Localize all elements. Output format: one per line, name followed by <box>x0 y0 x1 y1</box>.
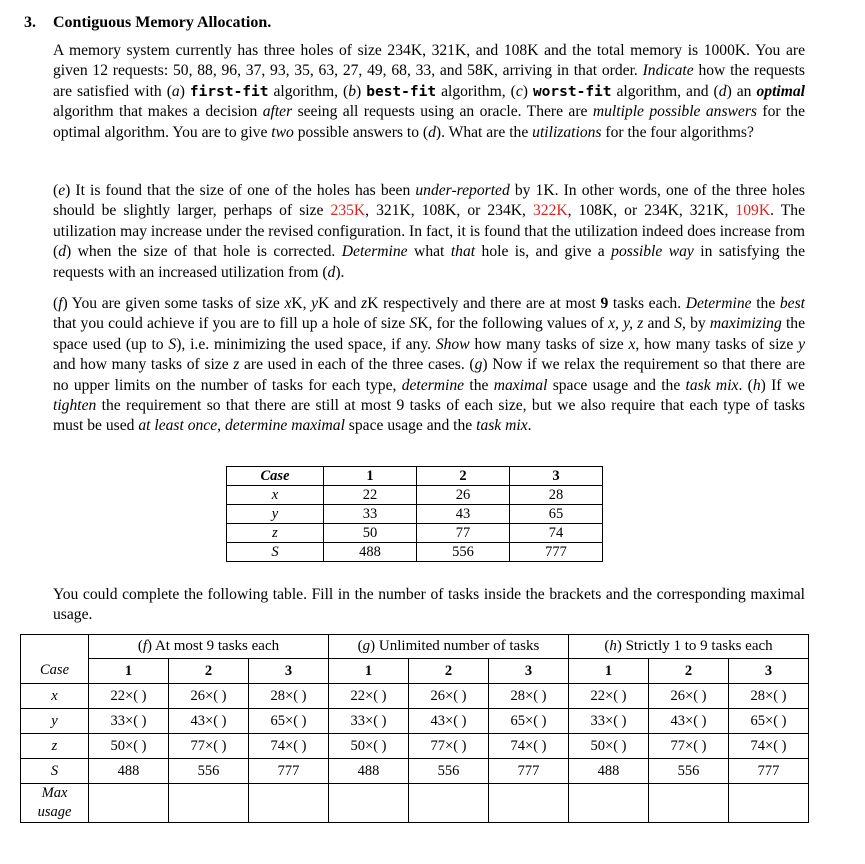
answer-cell: 777 <box>249 759 329 784</box>
answer-cell: 43×( ) <box>409 709 489 734</box>
max-usage-cell <box>489 784 569 823</box>
answer-cell: 22×( ) <box>329 684 409 709</box>
answer-cell: 77×( ) <box>169 734 249 759</box>
answer-cell: 77×( ) <box>649 734 729 759</box>
table-cell: 28 <box>510 486 603 505</box>
max-usage-cell <box>729 784 809 823</box>
answer-cell: 777 <box>489 759 569 784</box>
answer-cell: 28×( ) <box>729 684 809 709</box>
answer-cell: 74×( ) <box>729 734 809 759</box>
table-corner <box>21 635 89 659</box>
row-label-max-usage: Max usage <box>21 784 89 823</box>
table-row <box>21 759 809 784</box>
first-fit-term: first-fit <box>189 83 269 100</box>
max-usage-cell <box>169 784 249 823</box>
answer-cell: 33×( ) <box>569 709 649 734</box>
answer-cell: 556 <box>169 759 249 784</box>
answer-table <box>20 634 809 823</box>
answer-cell: 26×( ) <box>649 684 729 709</box>
answer-cell: 43×( ) <box>169 709 249 734</box>
row-label-case: Case <box>21 659 89 684</box>
table-row <box>21 659 809 684</box>
row-label: S <box>21 759 89 784</box>
answer-cell: 488 <box>329 759 409 784</box>
table-header-cell: 2 <box>417 467 510 486</box>
answer-cell: 50×( ) <box>89 734 169 759</box>
answer-cell: 28×( ) <box>249 684 329 709</box>
answer-cell: 777 <box>729 759 809 784</box>
case-number: 1 <box>329 659 409 684</box>
case-number: 1 <box>569 659 649 684</box>
group-header-h: (h) Strictly 1 to 9 tasks each <box>569 635 809 659</box>
paragraph-part-e: (e) It is found that the size of one of the holes has been under-reported by 1K. In other words, one of the three holes should be slightly larger, perhaps of size 235K, 321K, 108K, or 234K, 322K, 108K, or 234K, 321K, 109K. The utilization may increase under the revised configuration. In fact, it is found that the utilization indeed does increase from (d) when the size of that hole is corrected. Determine what that hole is, and give a possible way in satisfying the requests with an increased utilization from (d). <box>53 182 806 281</box>
paragraph-intro: A memory system currently has three holes of size 234K, 321K, and 108K and the total memory is 1000K. You are given 12 requests: 50, 88, 96, 37, 93, 35, 63, 27, 49, 68, 33, and 58K, arriving in that order. Indicate how the requests are satisfied with (a) first-fit algorithm, (b) best-fit algorithm, (c) worst-fit algorithm, and (d) an optimal algorithm that makes a decision after seeing all requests using an oracle. There are multiple possible answers for the optimal algorithm. You are to give two possible answers to (d). What are the utilizations for the four algorithms? <box>53 42 806 141</box>
table-cell: 488 <box>324 543 417 562</box>
table-header-cell: 3 <box>510 467 603 486</box>
table-cell: 26 <box>417 486 510 505</box>
answer-cell: 77×( ) <box>409 734 489 759</box>
max-usage-cell <box>569 784 649 823</box>
table-row <box>227 543 603 562</box>
table-cell: 74 <box>510 524 603 543</box>
answer-cell: 26×( ) <box>409 684 489 709</box>
table-row <box>227 486 603 505</box>
answer-cell: 26×( ) <box>169 684 249 709</box>
paragraph-part-f: (f) You are given some tasks of size xK, yK and zK respectively and there are at most 9 tasks each. Determine the best that you could achieve if you are to fill up a hole of size SK, for the following values of x, y, z and S, by maximizing the space used (up to S), i.e. minimizing the used space, if any. Show how many tasks of size x, how many tasks of size y and how many tasks of size z are used in each of the three cases. (g) Now if we relax the requirement so that there are no upper limits on the number of tasks for each type, determine the maximal space usage and the task mix. (h) If we tighten the requirement so that there are still at most 9 tasks of each size, but we also require that each type of tasks must be used at least once, determine maximal space usage and the task mix. <box>53 295 806 435</box>
table-row <box>227 467 603 486</box>
case-number: 3 <box>729 659 809 684</box>
group-header-g: (g) Unlimited number of tasks <box>329 635 569 659</box>
row-label: z <box>227 524 324 543</box>
row-label: y <box>227 505 324 524</box>
table-cell: 33 <box>324 505 417 524</box>
answer-cell: 488 <box>89 759 169 784</box>
table-cell: 556 <box>417 543 510 562</box>
worst-fit-term: worst-fit <box>532 83 612 100</box>
answer-cell: 74×( ) <box>249 734 329 759</box>
max-usage-cell <box>329 784 409 823</box>
row-label: x <box>21 684 89 709</box>
case-number: 2 <box>169 659 249 684</box>
max-usage-cell <box>89 784 169 823</box>
row-label: S <box>227 543 324 562</box>
answer-cell: 33×( ) <box>89 709 169 734</box>
table-row <box>21 784 809 823</box>
table-row <box>21 684 809 709</box>
answer-cell: 22×( ) <box>569 684 649 709</box>
answer-cell: 28×( ) <box>489 684 569 709</box>
case-number: 3 <box>489 659 569 684</box>
case-number: 1 <box>89 659 169 684</box>
best-fit-term: best-fit <box>366 83 437 100</box>
answer-cell: 22×( ) <box>89 684 169 709</box>
table-cell: 777 <box>510 543 603 562</box>
answer-cell: 43×( ) <box>649 709 729 734</box>
answer-cell: 50×( ) <box>329 734 409 759</box>
question-number: 3. <box>24 14 36 31</box>
answer-cell: 50×( ) <box>569 734 649 759</box>
max-usage-cell <box>249 784 329 823</box>
answer-cell: 556 <box>409 759 489 784</box>
question-heading <box>24 14 271 32</box>
group-header-f: (f) At most 9 tasks each <box>89 635 329 659</box>
case-number: 2 <box>409 659 489 684</box>
table-header-cell: 1 <box>324 467 417 486</box>
answer-cell: 556 <box>649 759 729 784</box>
table-row <box>21 734 809 759</box>
case-number: 3 <box>249 659 329 684</box>
row-label: z <box>21 734 89 759</box>
row-label: y <box>21 709 89 734</box>
answer-cell: 65×( ) <box>729 709 809 734</box>
case-number: 2 <box>649 659 729 684</box>
max-usage-cell <box>409 784 489 823</box>
max-usage-cell <box>649 784 729 823</box>
table-cell: 43 <box>417 505 510 524</box>
answer-cell: 488 <box>569 759 649 784</box>
table-row <box>21 709 809 734</box>
paragraph-instructions: You could complete the following table. Fill in the number of tasks inside the brackets and the corresponding maximal usage. <box>53 586 805 624</box>
table-header-case: Case <box>227 467 324 486</box>
row-label: x <box>227 486 324 505</box>
table-cell: 22 <box>324 486 417 505</box>
table-row <box>227 505 603 524</box>
table-cell: 65 <box>510 505 603 524</box>
case-values-table <box>226 466 603 562</box>
table-row <box>227 524 603 543</box>
answer-cell: 65×( ) <box>489 709 569 734</box>
answer-cell: 33×( ) <box>329 709 409 734</box>
answer-cell: 65×( ) <box>249 709 329 734</box>
answer-cell: 74×( ) <box>489 734 569 759</box>
question-title: Contiguous Memory Allocation. <box>53 14 272 31</box>
table-row <box>21 635 809 659</box>
table-cell: 77 <box>417 524 510 543</box>
table-cell: 50 <box>324 524 417 543</box>
